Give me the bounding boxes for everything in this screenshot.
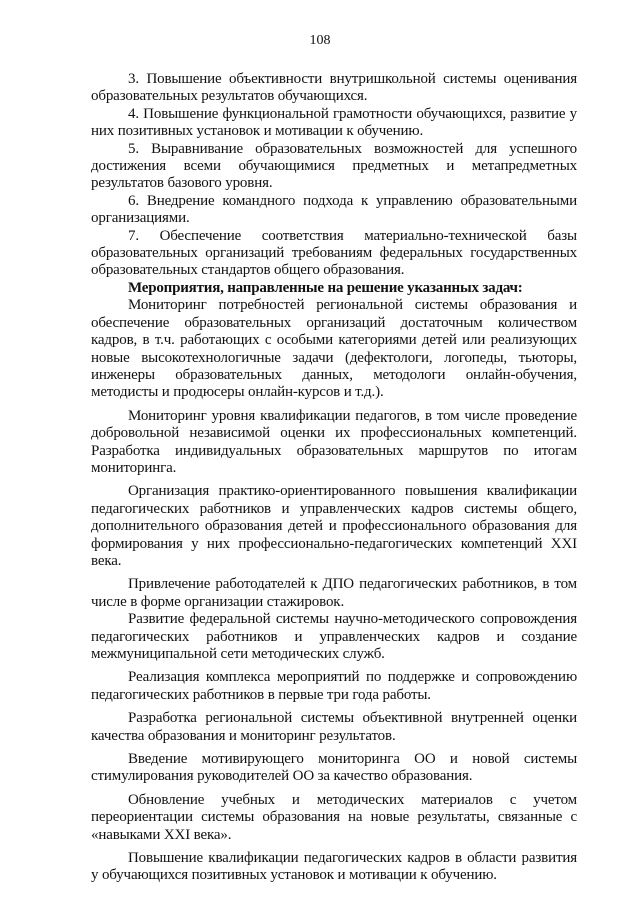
measure-paragraph: Реализация комплекса мероприятий по поддержке и сопровождению педагогических работников в первые три года работы. xyxy=(91,669,577,703)
measure-paragraph: Разработка региональной системы объективной внутренней оценки качества образования и мониторинг результатов. xyxy=(91,710,577,744)
task-item: 3. Повышение объективности внутришкольной системы оценивания образовательных результатов обучающихся. xyxy=(91,71,577,105)
page-body xyxy=(91,71,577,885)
measure-paragraph: Мониторинг уровня квалификации педагогов, в том числе проведение добровольной независимой оценки их профессиональных компетенций. Разработка индивидуальных образовательных маршрутов по итогам мониторинга. xyxy=(91,407,577,476)
section-heading: Мероприятия, направленные на решение указанных задач: xyxy=(128,279,523,296)
measure-paragraph: Обновление учебных и методических материалов с учетом переориентации системы образования на новые результаты, связанные с «навыками XXI века». xyxy=(91,791,577,843)
measure-paragraph: Мониторинг потребностей региональной системы образования и обеспечение образовательных организаций достаточным количеством кадров, в т.ч. работающих с особыми категориями детей или реализующих новые высокотехнологичные задачи (дефектологи, логопеды, тьюторы, инженеры образовательных данных, методологи онлайн-обучения, методисты и продюсеры онлайн-курсов и т.д.). xyxy=(91,297,577,401)
task-item: 5. Выравнивание образовательных возможностей для успешного достижения всеми обучающимися предметных и метапредметных результатов базового уровня. xyxy=(91,140,577,192)
measure-paragraph: Развитие федеральной системы научно-методического сопровождения педагогических работников и управленческих кадров и создание межмуниципальной сети методических служб. xyxy=(91,611,577,662)
measure-paragraph: Привлечение работодателей к ДПО педагогических работников, в том числе в форме организации стажировок. xyxy=(91,576,577,610)
page-number: 108 xyxy=(309,33,331,48)
task-item: 6. Внедрение командного подхода к управлению образовательными организациями. xyxy=(91,192,577,227)
measure-paragraph: Введение мотивирующего мониторинга ОО и новой системы стимулирования руководителей ОО за качество образования. xyxy=(91,751,577,785)
task-item: 4. Повышение функциональной грамотности обучающихся, развитие у них позитивных установок и мотивации к обучению. xyxy=(91,105,577,140)
measure-paragraph: Организация практико-ориентированного повышения квалификации педагогических работников и управленческих кадров системы общего, дополнительного образования детей и профессионального образования для формирования у них профессионально-педагогических компетенций XXI века. xyxy=(91,483,577,569)
measure-paragraph: Повышение квалификации педагогических кадров в области развития у обучающихся позитивных установок и мотивации к обучению. xyxy=(91,850,577,884)
task-item: 7. Обеспечение соответствия материально-технической базы образовательных организаций требованиям федеральных государственных образовательных стандартов общего образования. xyxy=(91,227,577,279)
